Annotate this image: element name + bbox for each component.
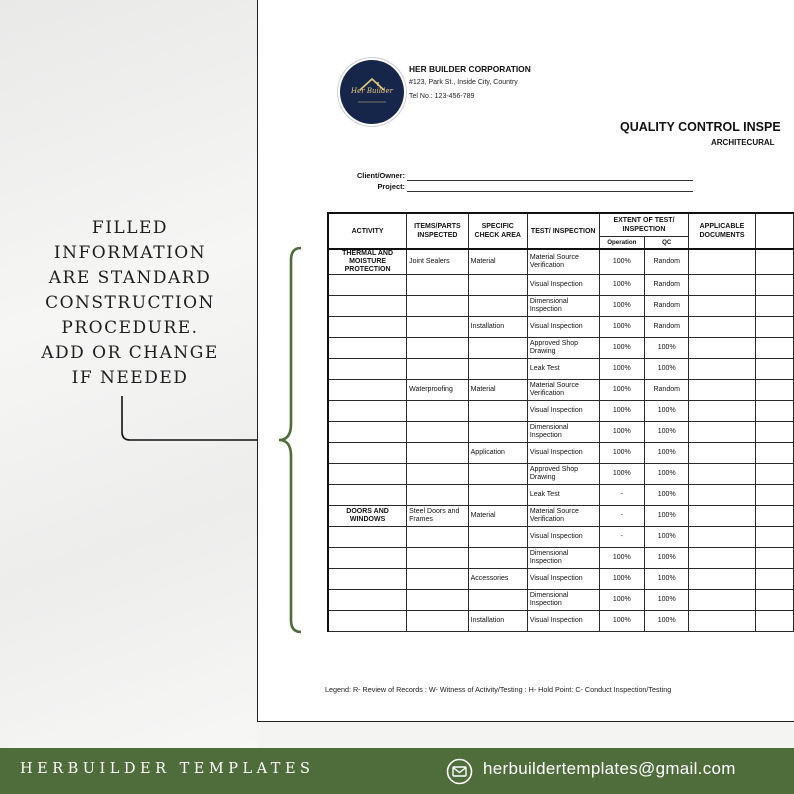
company-logo: [340, 60, 404, 124]
note-line: PROCEDURE.: [61, 318, 199, 338]
cell-item: [407, 422, 469, 443]
cell-test: Dimensional Inspection: [527, 296, 599, 317]
cell-test: Material Source Verification: [527, 249, 599, 275]
client-field[interactable]: [407, 180, 693, 181]
table-row: [328, 380, 794, 401]
table-row: [328, 548, 794, 569]
cell-docs: [689, 380, 755, 401]
cell-qc: 100%: [645, 548, 689, 569]
cell-operation: 100%: [599, 317, 644, 338]
cell-qc: 100%: [645, 569, 689, 590]
company-phone: Tel No.: 123-456-789: [409, 93, 475, 100]
table-row: [328, 485, 794, 506]
cell-item: [407, 296, 469, 317]
company-name: HER BUILDER CORPORATION: [409, 64, 531, 74]
cell-qc: 100%: [645, 422, 689, 443]
cell-area: [468, 464, 527, 485]
cell-activity: [328, 443, 407, 464]
cell-extra: [755, 249, 793, 275]
table-row: [328, 275, 794, 296]
cell-area: [468, 401, 527, 422]
footer-bar: [0, 748, 794, 794]
logo-text: Her Builder: [351, 87, 393, 95]
cell-extra: [755, 296, 793, 317]
table-row: [328, 590, 794, 611]
header-test: TEST/ INSPECTION: [527, 213, 599, 249]
cell-extra: [755, 506, 793, 527]
cell-area: Material: [468, 380, 527, 401]
cell-item: [407, 485, 469, 506]
cell-test: Visual Inspection: [527, 275, 599, 296]
cell-activity: [328, 569, 407, 590]
header-items: ITEMS/PARTS INSPECTED: [407, 213, 469, 249]
cell-docs: [689, 611, 755, 632]
cell-extra: [755, 464, 793, 485]
cell-test: Approved Shop Drawing: [527, 338, 599, 359]
cell-docs: [689, 317, 755, 338]
inspection-table: [327, 212, 794, 632]
footer-brand: HERBUILDER TEMPLATES: [20, 761, 315, 777]
table-row: [328, 249, 794, 275]
curly-brace-icon: [275, 246, 305, 636]
cell-activity: [328, 422, 407, 443]
cell-docs: [689, 485, 755, 506]
cell-docs: [689, 422, 755, 443]
cell-operation: 100%: [599, 611, 644, 632]
cell-operation: 100%: [599, 380, 644, 401]
cell-docs: [689, 464, 755, 485]
cell-area: Application: [468, 443, 527, 464]
cell-activity: [328, 590, 407, 611]
cell-qc: 100%: [645, 338, 689, 359]
cell-qc: Random: [645, 249, 689, 275]
cell-docs: [689, 569, 755, 590]
cell-docs: [689, 527, 755, 548]
document-subtitle: ARCHITECURAL: [711, 138, 775, 147]
cell-test: Visual Inspection: [527, 569, 599, 590]
cell-qc: 100%: [645, 359, 689, 380]
cell-test: Material Source Verification: [527, 380, 599, 401]
cell-docs: [689, 249, 755, 275]
project-label: Project:: [377, 182, 405, 191]
cell-qc: 100%: [645, 506, 689, 527]
cell-operation: 100%: [599, 464, 644, 485]
cell-test: Visual Inspection: [527, 401, 599, 422]
cell-area: Accessories: [468, 569, 527, 590]
cell-area: [468, 590, 527, 611]
cell-qc: Random: [645, 317, 689, 338]
cell-extra: [755, 401, 793, 422]
arrow-right-icon: [100, 396, 280, 446]
table-row: [328, 401, 794, 422]
cell-activity: [328, 548, 407, 569]
cell-area: [468, 527, 527, 548]
cell-qc: Random: [645, 275, 689, 296]
header-qc: QC: [645, 237, 689, 250]
cell-operation: 100%: [599, 275, 644, 296]
cell-test: Material Source Verification: [527, 506, 599, 527]
cell-operation: 100%: [599, 569, 644, 590]
cell-extra: [755, 569, 793, 590]
cell-qc: 100%: [645, 527, 689, 548]
table-row: [328, 611, 794, 632]
cell-docs: [689, 338, 755, 359]
cell-operation: -: [599, 485, 644, 506]
cell-docs: [689, 548, 755, 569]
header-activity: ACTIVITY: [328, 213, 407, 249]
header-extra: [755, 213, 793, 249]
table-row: [328, 296, 794, 317]
table-row: [328, 527, 794, 548]
cell-activity: [328, 401, 407, 422]
cell-area: [468, 275, 527, 296]
cell-test: Visual Inspection: [527, 443, 599, 464]
cell-test: Visual Inspection: [527, 611, 599, 632]
cell-item: [407, 443, 469, 464]
cell-area: [468, 485, 527, 506]
cell-test: Dimensional Inspection: [527, 422, 599, 443]
note-line: ARE STANDARD: [48, 268, 212, 288]
cell-operation: -: [599, 527, 644, 548]
note-line: CONSTRUCTION: [45, 293, 215, 313]
document-title: QUALITY CONTROL INSPE: [620, 120, 781, 134]
legend-text: Legend: R- Review of Records : W- Witness of Activity/Testing : H- Hold Point: C- Conduct Inspection/Testing: [325, 685, 672, 694]
client-label: Client/Owner:: [356, 171, 405, 180]
cell-activity: [328, 317, 407, 338]
table-row: [328, 422, 794, 443]
cell-activity: [328, 464, 407, 485]
cell-extra: [755, 359, 793, 380]
cell-area: [468, 548, 527, 569]
cell-operation: 100%: [599, 338, 644, 359]
cell-item: [407, 569, 469, 590]
cell-test: Dimensional Inspection: [527, 548, 599, 569]
cell-extra: [755, 527, 793, 548]
cell-item: [407, 401, 469, 422]
header-operation: Operation: [599, 237, 644, 250]
cell-qc: 100%: [645, 590, 689, 611]
cell-item: [407, 611, 469, 632]
instruction-note: [30, 216, 230, 391]
cell-docs: [689, 590, 755, 611]
cell-extra: [755, 338, 793, 359]
cell-item: [407, 275, 469, 296]
cell-docs: [689, 359, 755, 380]
cell-test: Dimensional Inspection: [527, 590, 599, 611]
cell-area: [468, 359, 527, 380]
cell-extra: [755, 317, 793, 338]
cell-operation: 100%: [599, 249, 644, 275]
cell-area: Material: [468, 506, 527, 527]
cell-operation: 100%: [599, 296, 644, 317]
table-row: [328, 359, 794, 380]
cell-item: [407, 317, 469, 338]
cell-area: [468, 338, 527, 359]
cell-operation: 100%: [599, 422, 644, 443]
cell-activity: [328, 296, 407, 317]
header-docs: APPLICABLE DOCUMENTS: [689, 213, 755, 249]
company-address: #123, Park St., Inside City, Country: [409, 79, 518, 86]
cell-qc: 100%: [645, 401, 689, 422]
cell-extra: [755, 590, 793, 611]
cell-qc: 100%: [645, 464, 689, 485]
cell-area: [468, 296, 527, 317]
cell-operation: 100%: [599, 590, 644, 611]
note-line: ADD OR CHANGE: [41, 343, 219, 363]
cell-area: Installation: [468, 611, 527, 632]
table-row: [328, 317, 794, 338]
cell-extra: [755, 548, 793, 569]
cell-operation: 100%: [599, 548, 644, 569]
mail-icon: [446, 758, 473, 785]
table-row: [328, 338, 794, 359]
cell-item: [407, 359, 469, 380]
cell-qc: Random: [645, 296, 689, 317]
note-line: INFORMATION: [53, 243, 207, 263]
cell-item: [407, 338, 469, 359]
cell-docs: [689, 401, 755, 422]
project-field[interactable]: [407, 191, 693, 192]
cell-item: [407, 527, 469, 548]
cell-qc: 100%: [645, 443, 689, 464]
cell-operation: 100%: [599, 359, 644, 380]
cell-docs: [689, 275, 755, 296]
cell-extra: [755, 380, 793, 401]
cell-extra: [755, 275, 793, 296]
cell-item: Waterproofing: [407, 380, 469, 401]
cell-extra: [755, 422, 793, 443]
cell-test: Visual Inspection: [527, 317, 599, 338]
cell-qc: 100%: [645, 611, 689, 632]
cell-docs: [689, 296, 755, 317]
cell-activity: DOORS AND WINDOWS: [328, 506, 407, 527]
cell-activity: [328, 527, 407, 548]
cell-operation: -: [599, 506, 644, 527]
footer-email[interactable]: herbuildertemplates@gmail.com: [483, 759, 736, 778]
header-specific: SPECIFIC CHECK AREA: [468, 213, 527, 249]
cell-extra: [755, 485, 793, 506]
table-row: [328, 569, 794, 590]
cell-test: Leak Test: [527, 359, 599, 380]
cell-operation: 100%: [599, 401, 644, 422]
cell-test: Approved Shop Drawing: [527, 464, 599, 485]
cell-area: Installation: [468, 317, 527, 338]
cell-activity: [328, 359, 407, 380]
cell-test: Visual Inspection: [527, 527, 599, 548]
cell-docs: [689, 443, 755, 464]
cell-area: Material: [468, 249, 527, 275]
cell-item: [407, 590, 469, 611]
cell-extra: [755, 611, 793, 632]
cell-activity: THERMAL AND MOISTURE PROTECTION: [328, 249, 407, 275]
cell-activity: [328, 380, 407, 401]
cell-activity: [328, 485, 407, 506]
note-line: FILLED: [91, 218, 169, 238]
cell-extra: [755, 443, 793, 464]
cell-activity: [328, 338, 407, 359]
cell-item: Joint Sealers: [407, 249, 469, 275]
cell-activity: [328, 275, 407, 296]
cell-area: [468, 422, 527, 443]
cell-item: Steel Doors and Frames: [407, 506, 469, 527]
cell-item: [407, 464, 469, 485]
cell-item: [407, 548, 469, 569]
cell-test: Leak Test: [527, 485, 599, 506]
note-line: IF NEEDED: [71, 368, 189, 388]
header-extent: EXTENT OF TEST/ INSPECTION: [599, 213, 689, 237]
cell-qc: Random: [645, 380, 689, 401]
table-row: [328, 464, 794, 485]
cell-qc: 100%: [645, 485, 689, 506]
cell-activity: [328, 611, 407, 632]
table-row: [328, 506, 794, 527]
cell-operation: 100%: [599, 443, 644, 464]
cell-docs: [689, 506, 755, 527]
table-row: [328, 443, 794, 464]
